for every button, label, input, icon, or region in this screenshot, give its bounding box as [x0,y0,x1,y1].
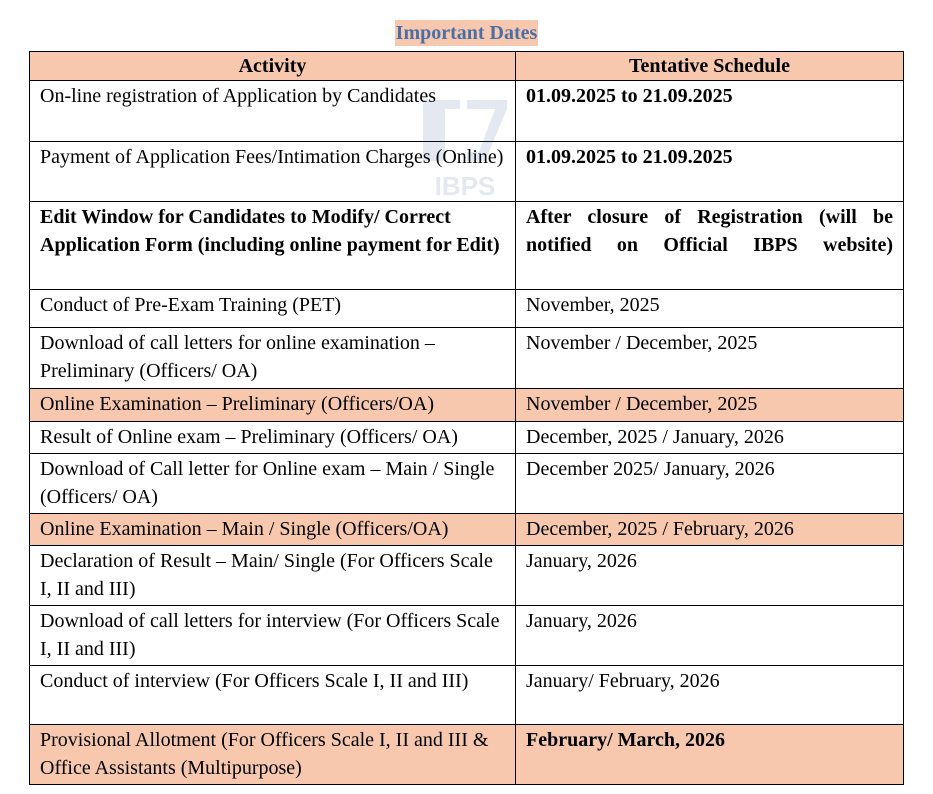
schedule-cell: November / December, 2025 [516,389,904,422]
table-row [30,725,904,785]
activity-cell: Declaration of Result – Main/ Single (For Officers Scale I, II and III) [30,546,516,606]
activity-cell: On-line registration of Application by Candidates [30,81,516,142]
schedule-cell: November, 2025 [516,290,904,328]
table-row [30,514,904,546]
schedule-cell: 01.09.2025 to 21.09.2025 [516,142,904,202]
table-row [30,290,904,328]
schedule-cell: February/ March, 2026 [516,725,904,785]
table-header-row [30,52,904,81]
activity-cell: Conduct of interview (For Officers Scale I, II and III) [30,666,516,725]
table-row [30,666,904,725]
activity-cell: Result of Online exam – Preliminary (Officers/ OA) [30,422,516,454]
activity-cell: Download of call letters for interview (For Officers Scale I, II and III) [30,606,516,666]
header-activity: Activity [30,52,516,81]
activity-cell: Download of call letters for online examination – Preliminary (Officers/ OA) [30,328,516,389]
table-row [30,422,904,454]
schedule-cell: 01.09.2025 to 21.09.2025 [516,81,904,142]
schedule-cell: January, 2026 [516,606,904,666]
page-title: Important Dates [395,22,538,44]
table-row [30,606,904,666]
important-dates-table [29,51,904,785]
table-row [30,142,904,202]
activity-cell: Provisional Allotment (For Officers Scale I, II and III & Office Assistants (Multipurpose) [30,725,516,785]
activity-cell: Conduct of Pre-Exam Training (PET) [30,290,516,328]
title-wrap [0,20,933,46]
activity-cell: Edit Window for Candidates to Modify/ Correct Application Form (including online payment for Edit) [30,202,516,290]
schedule-cell: December, 2025 / February, 2026 [516,514,904,546]
schedule-cell: November / December, 2025 [516,328,904,389]
activity-cell: Download of Call letter for Online exam – Main / Single (Officers/ OA) [30,454,516,514]
table-row [30,81,904,142]
watermark-text: IBPS [434,171,496,201]
schedule-cell: January, 2026 [516,546,904,606]
header-schedule: Tentative Schedule [516,52,904,81]
schedule-cell: After closure of Registration (will be notified on Official IBPS website) [516,202,904,290]
table-row [30,202,904,290]
schedule-cell: December 2025/ January, 2026 [516,454,904,514]
table-row [30,328,904,389]
table-row [30,546,904,606]
table-row [30,389,904,422]
table-row [30,454,904,514]
schedule-cell: December, 2025 / January, 2026 [516,422,904,454]
activity-cell: Online Examination – Main / Single (Officers/OA) [30,514,516,546]
schedule-cell: January/ February, 2026 [516,666,904,725]
activity-cell: Payment of Application Fees/Intimation Charges (Online) [30,142,516,202]
activity-cell: Online Examination – Preliminary (Officers/OA) [30,389,516,422]
